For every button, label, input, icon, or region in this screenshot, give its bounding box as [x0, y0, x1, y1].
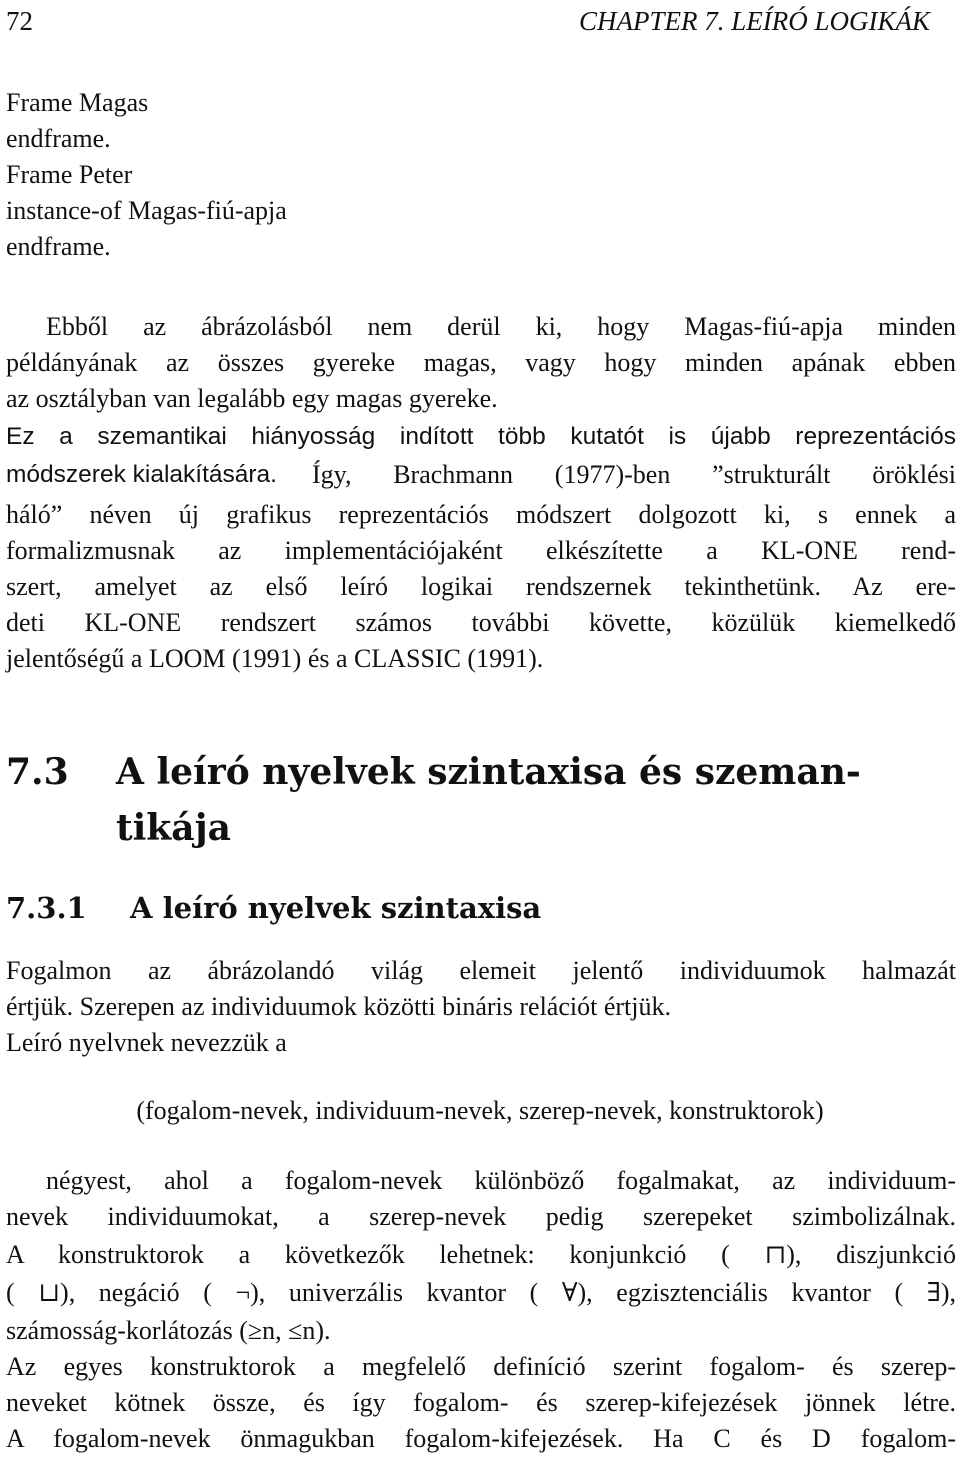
page-number: 72: [6, 6, 33, 36]
paragraph-line: példányának az összes gyereke magas, vagy hogy minden apának ebben: [6, 348, 956, 377]
paragraph-line: ( ⊔), negáció ( ¬), univerzális kvantor ( ∀), egzisztenciális kvantor ( ∃),: [6, 1278, 956, 1307]
paragraph-line: jelentőségű a LOOM (1991) és a CLASSIC (1991).: [6, 644, 544, 673]
paragraph-line: A konstruktorok a következők lehetnek: konjunkció ( ⊓), diszjunkció: [6, 1240, 956, 1269]
running-title: CHAPTER 7. LEÍRÓ LOGIKÁK: [579, 6, 930, 36]
subsection-number: 7.3.1: [6, 891, 87, 925]
frame-code-line: endframe.: [6, 232, 111, 261]
paragraph-line: négyest, ahol a fogalom-nevek különböző fogalmakat, az individuum-: [46, 1166, 956, 1195]
paragraph-line: az osztályban van legalább egy magas gyereke.: [6, 384, 498, 413]
subsection-heading: [6, 890, 541, 926]
subsection-title: A leíró nyelvek szintaxisa: [130, 891, 542, 925]
paragraph-line: számosság-korlátozás (≥n, ≤n).: [6, 1316, 331, 1345]
section-heading: [6, 750, 861, 794]
section-title-line1: A leíró nyelvek szintaxisa és szeman-: [116, 751, 861, 793]
paragraph-line: Ebből az ábrázolásból nem derül ki, hogy Magas-fiú-apja minden: [46, 312, 956, 341]
section-number: 7.3: [6, 751, 69, 793]
paragraph-line: neveket kötnek össze, és így fogalom- és szerep-kifejezések jönnek létre.: [6, 1388, 956, 1417]
display-tuple: (fogalom-nevek, individuum-nevek, szerep-nevek, konstruktorok): [136, 1096, 824, 1125]
paragraph-line-sans: Ez a szemantikai hiányosság indított több kutatót is újabb reprezentációs: [6, 423, 956, 450]
paragraph-line: Így, Brachmann (1977)-ben ”strukturált öröklési: [312, 460, 956, 489]
paragraph-line: háló” néven új grafikus reprezentációs módszert dolgozott ki, s ennek a: [6, 500, 956, 529]
paragraph-line: nevek individuumokat, a szerep-nevek pedig szerepeket szimbolizálnak.: [6, 1202, 956, 1231]
paragraph-line: formalizmusnak az implementációjaként elkészítette a KL-ONE rend-: [6, 536, 956, 565]
paragraph-line: deti KL-ONE rendszert számos további követte, közülük kiemelkedő: [6, 608, 956, 637]
paragraph-line: Leíró nyelvnek nevezzük a: [6, 1028, 287, 1057]
frame-code-line: Frame Peter: [6, 160, 133, 189]
section-title-line2: tikája: [116, 807, 231, 849]
paragraph-line-sans: módszerek kialakítására.: [6, 461, 277, 488]
paragraph-line: értjük. Szerepen az individuumok közötti bináris relációt értjük.: [6, 992, 671, 1021]
paragraph-line: A fogalom-nevek önmagukban fogalom-kifejezések. Ha C és D fogalom-: [6, 1424, 956, 1453]
paragraph-line: Az egyes konstruktorok a megfelelő definíció szerint fogalom- és szerep-: [6, 1352, 956, 1381]
frame-code-line: instance-of Magas-fiú-apja: [6, 196, 287, 225]
paragraph-line: szert, amelyet az első leíró logikai rendszernek tekinthetünk. Az ere-: [6, 572, 956, 601]
frame-code-line: Frame Magas: [6, 88, 149, 117]
frame-code-line: endframe.: [6, 124, 111, 153]
paragraph-line: Fogalmon az ábrázolandó világ elemeit jelentő individuumok halmazát: [6, 956, 956, 985]
